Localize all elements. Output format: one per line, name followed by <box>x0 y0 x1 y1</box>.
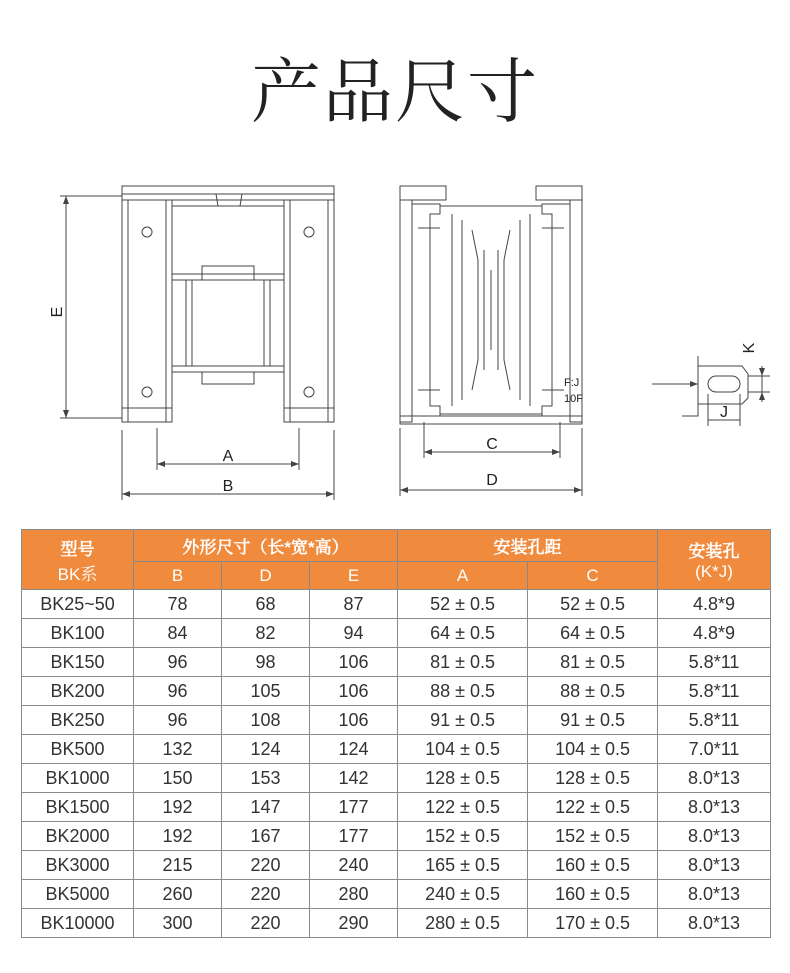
cell-c: 81 ± 0.5 <box>528 648 658 677</box>
dim-label-c: C <box>486 436 498 453</box>
cell-d: 68 <box>222 590 310 619</box>
cell-hole: 5.8*11 <box>658 706 771 735</box>
cell-e: 106 <box>310 677 398 706</box>
header-c: C <box>528 562 658 590</box>
cell-hole: 8.0*13 <box>658 822 771 851</box>
cell-d: 82 <box>222 619 310 648</box>
cell-a: 240 ± 0.5 <box>398 880 528 909</box>
header-mount-hole <box>658 530 771 590</box>
cell-hole: 4.8*9 <box>658 619 771 648</box>
cell-model: BK1000 <box>22 764 134 793</box>
cell-c: 91 ± 0.5 <box>528 706 658 735</box>
table-row <box>22 880 771 909</box>
cell-e: 94 <box>310 619 398 648</box>
cell-hole: 8.0*13 <box>658 880 771 909</box>
table-row <box>22 793 771 822</box>
dimension-labels <box>49 307 758 495</box>
table-row <box>22 677 771 706</box>
cell-a: 81 ± 0.5 <box>398 648 528 677</box>
table-row <box>22 909 771 938</box>
cell-d: 220 <box>222 851 310 880</box>
cell-d: 98 <box>222 648 310 677</box>
cell-a: 52 ± 0.5 <box>398 590 528 619</box>
cell-b: 150 <box>134 764 222 793</box>
cell-model: BK1500 <box>22 793 134 822</box>
cell-e: 124 <box>310 735 398 764</box>
cell-hole: 8.0*13 <box>658 851 771 880</box>
cell-model: BK10000 <box>22 909 134 938</box>
header-model-label: 型号 <box>60 539 95 559</box>
cell-c: 152 ± 0.5 <box>528 822 658 851</box>
cell-e: 87 <box>310 590 398 619</box>
cell-c: 104 ± 0.5 <box>528 735 658 764</box>
cell-model: BK100 <box>22 619 134 648</box>
cell-b: 96 <box>134 706 222 735</box>
cell-b: 192 <box>134 793 222 822</box>
cell-hole: 4.8*9 <box>658 590 771 619</box>
dim-label-j: J <box>720 404 728 421</box>
cell-b: 192 <box>134 822 222 851</box>
cell-model: BK3000 <box>22 851 134 880</box>
cell-b: 84 <box>134 619 222 648</box>
cell-b: 96 <box>134 677 222 706</box>
cell-a: 64 ± 0.5 <box>398 619 528 648</box>
cell-model: BK150 <box>22 648 134 677</box>
cell-e: 240 <box>310 851 398 880</box>
cell-b: 78 <box>134 590 222 619</box>
cell-c: 160 ± 0.5 <box>528 851 658 880</box>
header-e: E <box>310 562 398 590</box>
cell-c: 128 ± 0.5 <box>528 764 658 793</box>
header-b: B <box>134 562 222 590</box>
cell-a: 152 ± 0.5 <box>398 822 528 851</box>
cell-model: BK25~50 <box>22 590 134 619</box>
cell-model: BK500 <box>22 735 134 764</box>
cell-c: 64 ± 0.5 <box>528 619 658 648</box>
dim-label-k: K <box>741 342 758 354</box>
cell-b: 300 <box>134 909 222 938</box>
cell-d: 105 <box>222 677 310 706</box>
cell-hole: 8.0*13 <box>658 793 771 822</box>
table-row <box>22 735 771 764</box>
cell-d: 108 <box>222 706 310 735</box>
cell-d: 220 <box>222 909 310 938</box>
cell-a: 165 ± 0.5 <box>398 851 528 880</box>
cell-a: 104 ± 0.5 <box>398 735 528 764</box>
table-row <box>22 706 771 735</box>
cell-e: 290 <box>310 909 398 938</box>
cell-c: 88 ± 0.5 <box>528 677 658 706</box>
dim-label-e: E <box>49 306 66 318</box>
cell-c: 170 ± 0.5 <box>528 909 658 938</box>
cell-c: 52 ± 0.5 <box>528 590 658 619</box>
cell-b: 215 <box>134 851 222 880</box>
table-row <box>22 851 771 880</box>
table-row <box>22 619 771 648</box>
cell-model: BK5000 <box>22 880 134 909</box>
header-a: A <box>398 562 528 590</box>
cell-e: 280 <box>310 880 398 909</box>
hole-detail <box>652 356 770 426</box>
table-row <box>22 822 771 851</box>
header-outer-dimensions: 外形尺寸（长*宽*高） <box>134 530 398 562</box>
cell-d: 167 <box>222 822 310 851</box>
cell-e: 142 <box>310 764 398 793</box>
spec-table <box>21 529 771 938</box>
cell-d: 124 <box>222 735 310 764</box>
cell-b: 260 <box>134 880 222 909</box>
table-row <box>22 590 771 619</box>
dim-label-d: D <box>486 472 498 489</box>
cell-hole: 8.0*13 <box>658 909 771 938</box>
cell-model: BK200 <box>22 677 134 706</box>
cell-hole: 5.8*11 <box>658 648 771 677</box>
dimension-drawing <box>0 170 790 510</box>
header-model <box>22 530 134 590</box>
cell-a: 88 ± 0.5 <box>398 677 528 706</box>
cell-b: 132 <box>134 735 222 764</box>
cell-hole: 7.0*11 <box>658 735 771 764</box>
cell-d: 153 <box>222 764 310 793</box>
spec-table-body <box>22 590 771 938</box>
side-view <box>400 186 582 424</box>
cell-e: 106 <box>310 648 398 677</box>
dim-label-b: B <box>222 478 234 495</box>
cell-a: 122 ± 0.5 <box>398 793 528 822</box>
side-note-2: 10F <box>564 393 583 405</box>
cell-a: 91 ± 0.5 <box>398 706 528 735</box>
table-row <box>22 648 771 677</box>
header-mount-spacing: 安装孔距 <box>398 530 658 562</box>
side-note-1: F:J <box>564 377 580 389</box>
cell-hole: 8.0*13 <box>658 764 771 793</box>
header-model-sub: BK系 <box>57 564 98 584</box>
cell-c: 122 ± 0.5 <box>528 793 658 822</box>
page-title: 产品尺寸 <box>251 51 539 133</box>
cell-hole: 5.8*11 <box>658 677 771 706</box>
dim-label-a: A <box>222 448 234 465</box>
header-d: D <box>222 562 310 590</box>
cell-e: 177 <box>310 822 398 851</box>
cell-model: BK250 <box>22 706 134 735</box>
cell-d: 147 <box>222 793 310 822</box>
header-mount-hole-label: 安装孔 <box>688 542 740 561</box>
cell-c: 160 ± 0.5 <box>528 880 658 909</box>
cell-e: 106 <box>310 706 398 735</box>
cell-a: 128 ± 0.5 <box>398 764 528 793</box>
cell-d: 220 <box>222 880 310 909</box>
front-view <box>122 186 334 422</box>
cell-a: 280 ± 0.5 <box>398 909 528 938</box>
cell-b: 96 <box>134 648 222 677</box>
table-row <box>22 764 771 793</box>
cell-model: BK2000 <box>22 822 134 851</box>
header-mount-hole-sub: (K*J) <box>695 562 733 581</box>
cell-e: 177 <box>310 793 398 822</box>
